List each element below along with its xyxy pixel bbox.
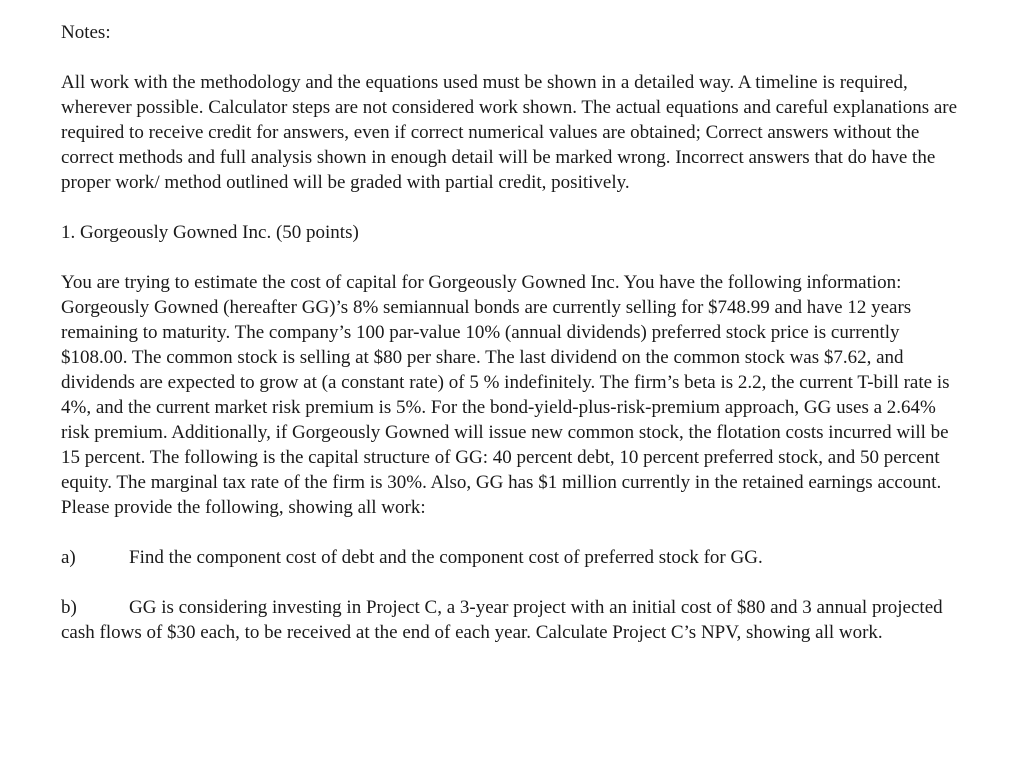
question-b (61, 595, 961, 645)
question-b-label: b) (61, 597, 77, 618)
notes-label: Notes: (61, 22, 111, 43)
notes-body: All work with the methodology and the equations used must be shown in a detailed way. A timeline is required, wherever possible. Calculator steps are not considered work shown. The actual equations and careful explanations are required to receive credit for answers, even if correct numerical values are obtained; Correct answers without the correct methods and full analysis shown in enough detail will be marked wrong. Incorrect answers that do have the proper work/ method outlined will be graded with partial credit, positively. (61, 72, 958, 193)
problem-body: You are trying to estimate the cost of capital for Gorgeously Gowned Inc. You have the following information: Gorgeously Gowned (hereafter GG)’s 8% semiannual bonds are currently selling for $748.99 and have 12 years remaining to maturity. The company’s 100 par-value 10% (annual dividends) preferred stock price is currently $108.00. The common stock is selling at $80 per share. The last dividend on the common stock was $7.62, and dividends are expected to grow at (a constant rate) of 5 % indefinitely. The firm’s beta is 2.2, the current T-bill rate is 4%, and the current market risk premium is 5%. For the bond-yield-plus-risk-premium approach, GG uses a 2.64% risk premium. Additionally, if Gorgeously Gowned will issue new common stock, the flotation costs incurred will be 15 percent. The following is the capital structure of GG: 40 percent debt, 10 percent preferred stock, and 50 percent equity. The marginal tax rate of the firm is 30%. Also, GG has $1 million currently in the retained earnings account. Please provide the following, showing all work: (61, 272, 950, 518)
question-b-text: GG is considering investing in Project C, a 3-year project with an initial cost of $80 and 3 annual projected cash flows of $30 each, to be received at the end of each year. Calculate Project C’s NPV, showing all work. (61, 597, 943, 643)
question-a-label: a) (61, 547, 76, 568)
problem-heading: 1. Gorgeously Gowned Inc. (50 points) (61, 222, 359, 243)
question-a-text: Find the component cost of debt and the component cost of preferred stock for GG. (129, 547, 763, 568)
question-a (61, 545, 961, 570)
document-page (61, 20, 961, 645)
